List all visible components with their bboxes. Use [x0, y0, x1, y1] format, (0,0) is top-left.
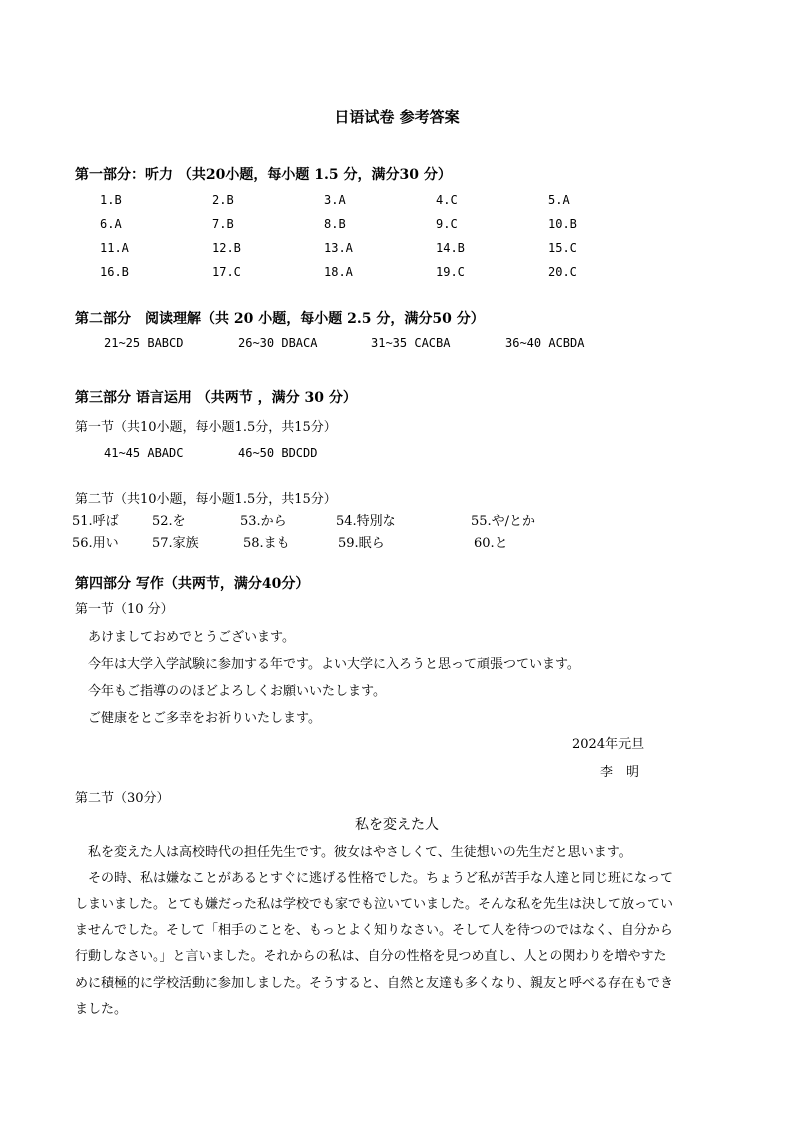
answer-item: 17.C	[212, 265, 241, 279]
answer-item: 5.A	[548, 193, 570, 207]
part3-section2-heading: 第二节（共10小题，每小题1.5分，共15分）	[75, 492, 337, 507]
answer-item: 31~35 CACBA	[371, 336, 451, 350]
answer-item: 14.B	[436, 241, 465, 255]
answer-item: 3.A	[324, 193, 346, 207]
essay-line: その時、私は嫌なことがあるとすぐに逃げる性格でした。ちょうど私が苦手な人達と同じ班になって	[75, 871, 674, 886]
answer-item: 41~45 ABADC	[104, 446, 184, 460]
answer-item: 8.B	[324, 217, 346, 231]
essay-line: ました。	[75, 1002, 128, 1017]
essay-line: しまいました。とても嫌だった私は学校でも家でも泣いていました。そんな私を先生は決して放ってい	[75, 897, 674, 912]
letter-line: 今年は大学入学試験に参加する年です。よい大学に入ろうと思って頑張つています。	[88, 657, 580, 672]
answer-item: 13.A	[324, 241, 353, 255]
part4-section2-heading: 第二节（30分）	[75, 791, 170, 806]
part4-heading: 第四部分 写作（共两节，满分40分）	[75, 576, 310, 592]
part3-heading: 第三部分 语言运用 （共两节 ，满分 30 分）	[75, 390, 357, 406]
answer-item: 16.B	[100, 265, 129, 279]
letter-line: あけましておめでとうございます。	[88, 630, 295, 645]
answer-item: 11.A	[100, 241, 129, 255]
answer-item: 58.まも	[243, 536, 290, 551]
answer-item: 2.B	[212, 193, 234, 207]
answer-item: 55.や/とか	[471, 514, 536, 529]
part3-section1-heading: 第一节（共10小题，每小题1.5分，共15分）	[75, 420, 337, 435]
essay-line: 行動しなさい。」と言いました。それからの私は、自分の性格を見つめ直し、人との関わりを増やすた	[75, 949, 667, 964]
letter-line: 今年もご指導ののほどよろしくお願いいたします。	[88, 684, 386, 699]
answer-item: 20.C	[548, 265, 577, 279]
answer-item: 59.眠ら	[338, 536, 385, 551]
answer-item: 4.C	[436, 193, 458, 207]
essay-title: 私を変えた人	[355, 817, 439, 833]
answer-item: 21~25 BABCD	[104, 336, 184, 350]
essay-line: 私を変えた人は高校時代の担任先生です。彼女はやさしくて、生徒想いの先生だと思います。	[75, 845, 632, 860]
letter-signature: 李 明	[600, 765, 640, 780]
answer-item: 1.B	[100, 193, 122, 207]
answer-item: 12.B	[212, 241, 241, 255]
answer-item: 7.B	[212, 217, 234, 231]
answer-item: 26~30 DBACA	[238, 336, 318, 350]
answer-item: 52.を	[152, 514, 186, 529]
answer-item: 53.から	[240, 514, 287, 529]
answer-item: 57.家族	[152, 536, 199, 551]
answer-item: 46~50 BDCDD	[238, 446, 318, 460]
answer-item: 6.A	[100, 217, 122, 231]
answer-item: 36~40 ACBDA	[505, 336, 585, 350]
part4-section1-heading: 第一节（10 分）	[75, 602, 174, 617]
answer-item: 54.特別な	[336, 514, 396, 529]
letter-date: 2024年元旦	[572, 737, 645, 752]
page-title: 日语试卷 参考答案	[334, 108, 460, 126]
answer-item: 19.C	[436, 265, 465, 279]
answer-item: 60.と	[474, 536, 508, 551]
essay-line: めに積極的に学校活動に参加しました。そうすると、自然と友達も多くなり、親友と呼べる存在もでき	[75, 976, 674, 991]
answer-item: 56.用い	[72, 536, 119, 551]
part1-heading: 第一部分：听力 （共20小题，每小题 1.5 分，满分30 分）	[75, 167, 452, 183]
answer-item: 51.呼ば	[72, 514, 119, 529]
essay-line: ませんでした。そして「相手のことを、もっとよく知りなさい。そして人を待つのではなく、自分から	[75, 923, 673, 938]
answer-item: 15.C	[548, 241, 577, 255]
answer-item: 10.B	[548, 217, 577, 231]
part2-heading: 第二部分 阅读理解（共 20 小题，每小题 2.5 分，满分50 分）	[75, 311, 485, 327]
answer-item: 9.C	[436, 217, 458, 231]
answer-item: 18.A	[324, 265, 353, 279]
letter-line: ご健康をとご多幸をお祈りいたします。	[88, 711, 321, 726]
